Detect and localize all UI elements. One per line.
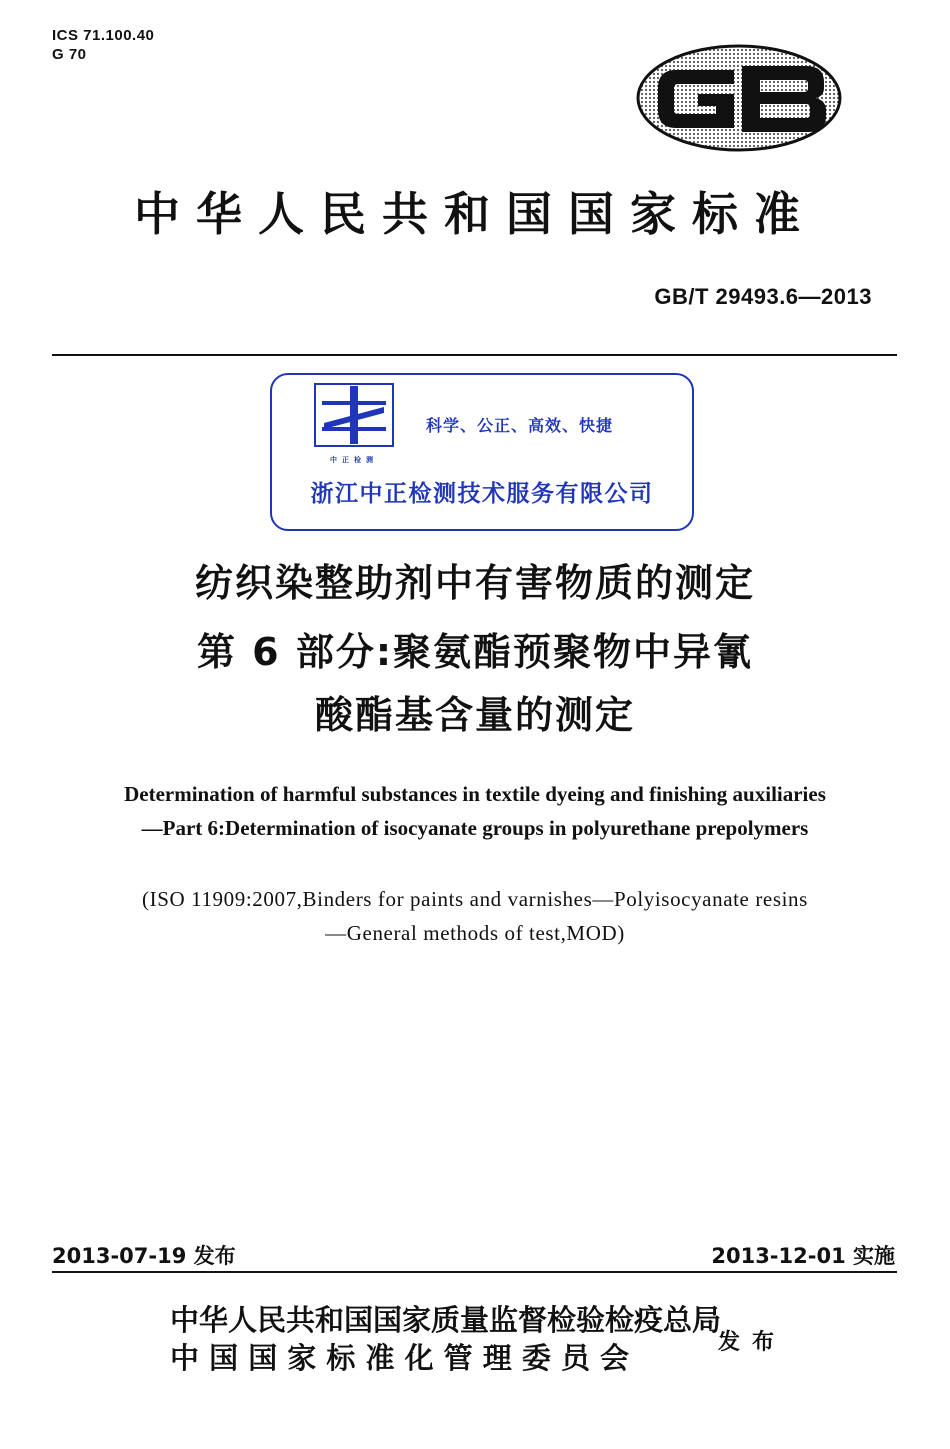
ics-code: ICS 71.100.40: [52, 27, 155, 44]
implementation-date: 2013-12-01 实施: [711, 1244, 895, 1268]
logo-caption: 中正检测: [330, 456, 378, 464]
top-divider: [52, 354, 897, 356]
ccs-code: G 70: [52, 46, 87, 63]
standard-number: GB/T 29493.6—2013: [654, 284, 872, 309]
issuer-aqsiq: 中华人民共和国国家质量监督检验检疫总局: [170, 1303, 722, 1337]
english-title-line-2: —Part 6:Determination of isocyanate groups in polyurethane prepolymers: [141, 816, 809, 840]
chinese-title-line-2: 第 6 部分:聚氨酯预聚物中异氰: [196, 630, 754, 674]
national-standard-title: 中华人民共和国国家标准: [134, 187, 816, 241]
issuer-sac: 中 国 国 家 标 准 化 管 理 委 员 会: [170, 1341, 630, 1375]
iso-reference-line-2: —General methods of test,MOD): [325, 921, 625, 945]
chinese-title-line-1: 纺织染整助剂中有害物质的测定: [194, 561, 755, 605]
iso-reference-line-1: (ISO 11909:2007,Binders for paints and varnishes—Polyisocyanate resins: [142, 887, 808, 911]
inspection-logo-icon: [314, 383, 394, 447]
publish-label: 发布: [718, 1329, 787, 1355]
company-stamp: [270, 373, 694, 531]
classification-codes: [52, 26, 154, 64]
issue-date: 2013-07-19 发布: [52, 1244, 236, 1268]
bottom-divider: [52, 1271, 897, 1273]
english-title-line-1: Determination of harmful substances in textile dyeing and finishing auxiliaries: [124, 782, 826, 806]
company-name: 浙江中正检测技术服务有限公司: [310, 481, 654, 507]
chinese-title-line-3: 酸酯基含量的测定: [314, 693, 635, 737]
company-slogan: 科学、公正、高效、快捷: [426, 416, 614, 435]
gb-logo-text: GB: [636, 44, 638, 45]
gb-logo: [636, 44, 842, 152]
